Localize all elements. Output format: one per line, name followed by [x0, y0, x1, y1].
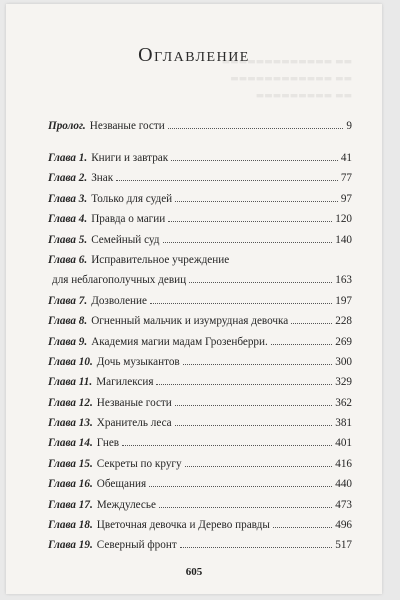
- entry-title: Незваные гости: [89, 120, 165, 132]
- entry-label: Глава 5.: [48, 233, 88, 246]
- entry-title: Исправительное учреждение: [91, 253, 230, 266]
- entry-label: Глава 9.: [48, 335, 88, 348]
- toc-row: [48, 458, 352, 478]
- dot-leader: [171, 152, 338, 161]
- entry-page: 329: [335, 376, 352, 389]
- entry-page: 97: [340, 192, 352, 205]
- toc-row: [48, 274, 352, 294]
- entry-title: Секреты по кругу: [96, 457, 182, 470]
- entry-label: Глава 10.: [48, 355, 93, 368]
- entry-label: Глава 19.: [48, 539, 93, 552]
- chapter-list: [48, 152, 352, 560]
- entry-label: Глава 11.: [48, 376, 93, 389]
- dot-leader: [168, 213, 332, 222]
- dot-leader: [180, 539, 332, 548]
- dot-leader: [122, 437, 332, 446]
- entry-label: Глава 13.: [48, 417, 93, 430]
- dot-leader: [273, 519, 332, 528]
- entry-page: 120: [335, 213, 352, 226]
- entry-title: Магилексия: [96, 376, 154, 389]
- entry-page: 517: [335, 539, 352, 552]
- entry-page: 473: [335, 498, 352, 511]
- toc-row: [48, 519, 352, 539]
- toc-row: [48, 193, 352, 213]
- dot-leader: [175, 397, 332, 406]
- entry-label: Глава 8.: [48, 315, 88, 328]
- dot-leader: [189, 274, 332, 283]
- entry-title: Хранитель леса: [96, 417, 172, 430]
- dot-leader: [149, 478, 332, 487]
- dot-leader: [116, 172, 338, 181]
- entry-title: Дочь музыкантов: [96, 355, 180, 368]
- entry-label: Глава 6.: [48, 253, 88, 266]
- dot-leader: [175, 417, 333, 426]
- dot-leader: [163, 234, 333, 243]
- entry-title: Цветочная девочка и Дерево правды: [96, 519, 270, 532]
- entry-title: Семейный суд: [91, 233, 160, 246]
- entry-page: 381: [335, 417, 352, 430]
- entry-page: 163: [335, 274, 352, 287]
- entry-page: 140: [335, 233, 352, 246]
- entry-title: Огненный мальчик и изумрудная девочка: [91, 315, 289, 328]
- entry-title: Дозволение: [91, 294, 147, 307]
- entry-title: Северный фронт: [96, 539, 177, 552]
- entry-page: 416: [335, 457, 352, 470]
- entry-title: Незваные гости: [96, 396, 172, 409]
- entry-label: Глава 2.: [48, 172, 88, 185]
- dot-leader: [175, 193, 338, 202]
- entry-title: Знак: [91, 172, 114, 185]
- entry-page: 440: [335, 478, 352, 491]
- dot-leader: [156, 376, 332, 385]
- entry-page: 77: [340, 172, 352, 185]
- entry-label: Глава 15.: [48, 457, 93, 470]
- entry-page: 300: [335, 355, 352, 368]
- dot-leader: [159, 499, 332, 508]
- toc-row: [48, 356, 352, 376]
- toc-row: [48, 336, 352, 356]
- entry-label: Глава 17.: [48, 498, 93, 511]
- toc-row: [48, 120, 352, 140]
- toc-row: [48, 315, 352, 335]
- toc-row: [48, 478, 352, 498]
- page-title: Оглавление: [138, 44, 250, 66]
- page-number: 605: [185, 566, 203, 578]
- dot-leader: [168, 120, 344, 129]
- entry-label: Глава 14.: [48, 437, 93, 450]
- toc-row: [48, 152, 352, 172]
- toc-row: [48, 539, 352, 559]
- entry-title: Академия магии мадам Грозенберри.: [91, 335, 268, 348]
- entry-page: 362: [335, 396, 352, 409]
- entry-title: Междулесье: [96, 498, 156, 511]
- entry-label: Пролог.: [48, 120, 86, 132]
- toc-row: [48, 234, 352, 254]
- entry-page: 496: [335, 519, 352, 532]
- entry-label: Глава 3.: [48, 192, 88, 205]
- entry-page: 197: [335, 294, 352, 307]
- toc-row: [48, 376, 352, 396]
- toc-row: [48, 417, 352, 437]
- toc-row: [48, 172, 352, 192]
- entry-title: Только для судей: [91, 192, 173, 205]
- entry-title: Правда о магии: [91, 213, 166, 226]
- entry-label: Глава 1.: [48, 152, 88, 164]
- dot-leader: [150, 295, 332, 304]
- entry-page: 269: [335, 335, 352, 348]
- entry-page: 9: [346, 120, 352, 132]
- dot-leader: [183, 356, 333, 365]
- entry-label: Глава 12.: [48, 396, 93, 409]
- entry-label: Глава 16.: [48, 478, 93, 491]
- toc-row: [48, 437, 352, 457]
- book-page: [6, 4, 382, 594]
- toc-row: [48, 295, 352, 315]
- entry-page: 401: [335, 437, 352, 450]
- entry-label: Глава 18.: [48, 519, 93, 532]
- toc-row: [48, 397, 352, 417]
- prologue-entry: [48, 120, 352, 140]
- entry-title: для неблагополучных девиц: [52, 274, 187, 287]
- dot-leader: [185, 458, 333, 467]
- toc-row: [48, 499, 352, 519]
- entry-page: 228: [335, 315, 352, 328]
- entry-label: Глава 7.: [48, 294, 88, 307]
- dot-leader: [271, 336, 332, 345]
- entry-title: Обещания: [96, 478, 147, 491]
- entry-label: Глава 4.: [48, 213, 88, 226]
- entry-page: 41: [340, 152, 352, 164]
- entry-title: Книги и завтрак: [91, 152, 169, 164]
- dot-leader: [291, 315, 332, 324]
- entry-title: Гнев: [96, 437, 120, 450]
- toc-row: [48, 213, 352, 233]
- toc-row: [48, 254, 352, 274]
- bleed-through-text: ▬▬▬▬▬▬▬▬▬▬▬▬▬ ▬▬ ▬▬▬▬▬▬▬▬▬▬▬▬ ▬▬ ▬▬▬▬▬▬▬▬▬ ▬▬: [221, 57, 352, 101]
